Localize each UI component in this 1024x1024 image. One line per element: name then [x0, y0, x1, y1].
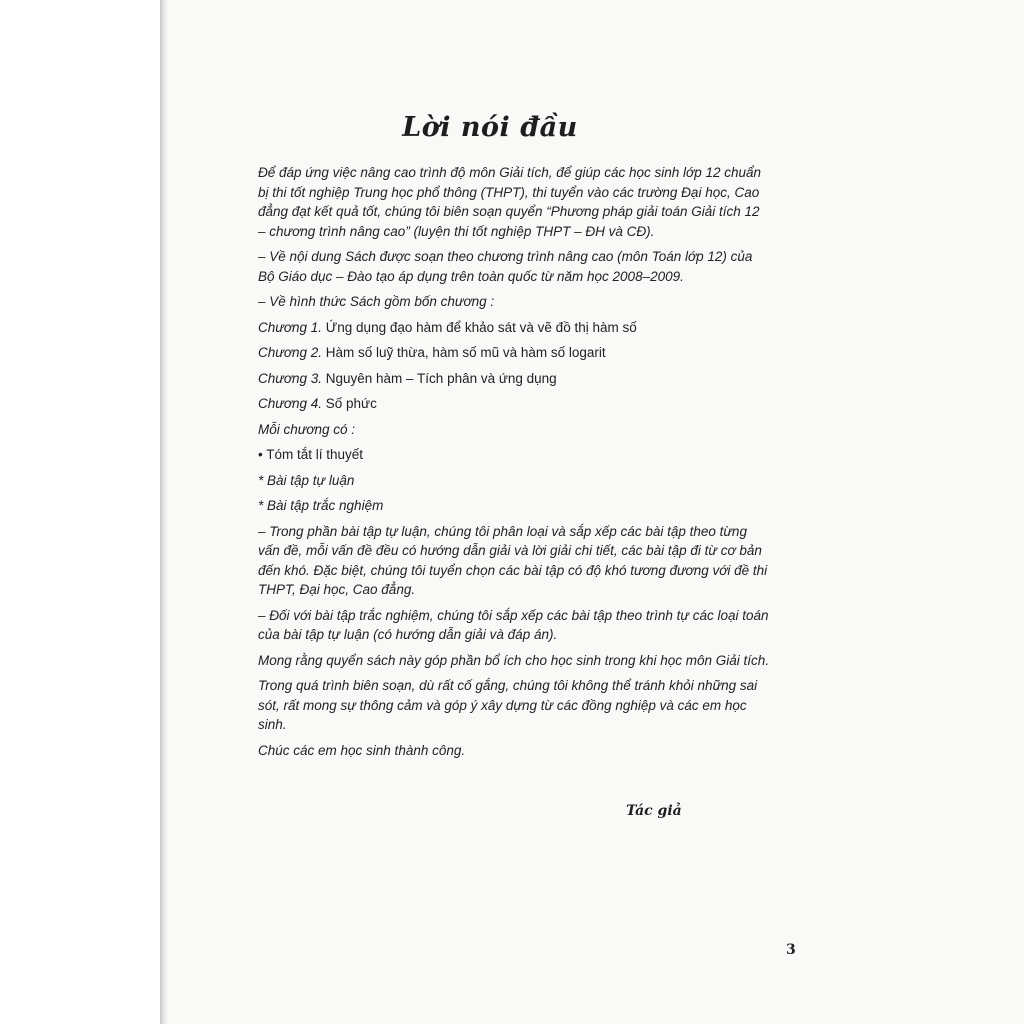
content-paragraph: [258, 247, 770, 286]
intro-paragraph: Để đáp ứng việc nâng cao trình độ môn Giải tích, để giúp các học sinh lớp 12 chuẩn bị thi tốt nghiệp Trung học phổ thông (THPT), thi tuyển vào các trường Đại học, Cao đẳng đạt kết quả tốt, chúng tôi biên soạn quyển “Phương pháp giải toán Giải tích 12 – chương trình nâng cao” (luyện thi tốt nghiệp THPT – ĐH và CĐ).: [258, 165, 762, 239]
list-item: * Bài tập trắc nghiệm: [258, 498, 384, 513]
essay-paragraph: – Trong phần bài tập tự luận, chúng tôi phân loại và sắp xếp các bài tập theo từng vấn đề, mỗi vấn đề đều có hướng dẫn giải và lời giải chi tiết, các bài tập đi từ cơ bản đến khó. Đặc biệt, chúng tôi tuyển chọn các bài tập có độ khó tương đương với đề thi THPT, Đại học, Cao đẳng.: [258, 523, 768, 597]
form-line: – Về hình thức Sách gồm bốn chương :: [258, 294, 495, 309]
hope-paragraph: Mong rằng quyển sách này góp phần bổ ích cho học sinh trong khi học môn Giải tích.: [258, 652, 770, 668]
chapter-label: Chương 3.: [258, 370, 322, 386]
preface-body: [258, 163, 770, 766]
chapter-text: Ứng dụng đạo hàm để khảo sát và vẽ đồ thị hàm số: [322, 319, 637, 335]
each-chapter-label: Mỗi chương có :: [258, 421, 356, 437]
chapter-line-2: [258, 343, 770, 363]
content-rest: Sách được soạn theo chương trình nâng cao (môn Toán lớp 12) của Bộ Giáo dục – Đào tạo áp dụng trên toàn quốc từ năm học 2008–2009.: [258, 249, 753, 284]
chapter-line-1: [258, 318, 770, 338]
chapter-line-4: [258, 394, 770, 414]
list-item: • Tóm tắt lí thuyết: [258, 447, 364, 462]
closing-line: Chúc các em học sinh thành công.: [258, 742, 466, 758]
page-number: 3: [786, 942, 796, 958]
mcq-paragraph: – Đối với bài tập trắc nghiệm, chúng tôi sắp xếp các bài tập theo trình tự các loại toán của bài tập tự luận (có hướng dẫn giải và đáp án).: [258, 607, 769, 642]
left-margin: [0, 0, 162, 1024]
author-signature: Tác giả: [626, 803, 682, 819]
content-prefix: – Về nội dung: [258, 249, 346, 264]
chapter-line-3: [258, 369, 770, 389]
page-title: Lời nói đầu: [402, 112, 578, 143]
chapter-label: Chương 4.: [258, 396, 322, 411]
chapter-text: Số phức: [322, 396, 377, 411]
list-item: * Bài tập tự luận: [258, 472, 355, 488]
feedback-paragraph: Trong quá trình biên soạn, dù rất cố gắng, chúng tôi không thể tránh khỏi những sai sót, rất mong sự thông cảm và góp ý xây dựng từ các đồng nghiệp và các em học sinh.: [258, 678, 758, 732]
chapter-text: Hàm số luỹ thừa, hàm số mũ và hàm số logarit: [322, 345, 606, 360]
chapter-label: Chương 2.: [258, 345, 322, 360]
chapter-text: Nguyên hàm – Tích phân và ứng dụng: [322, 370, 557, 386]
chapter-label: Chương 1.: [258, 319, 322, 335]
book-spine-shadow: [160, 0, 168, 1024]
